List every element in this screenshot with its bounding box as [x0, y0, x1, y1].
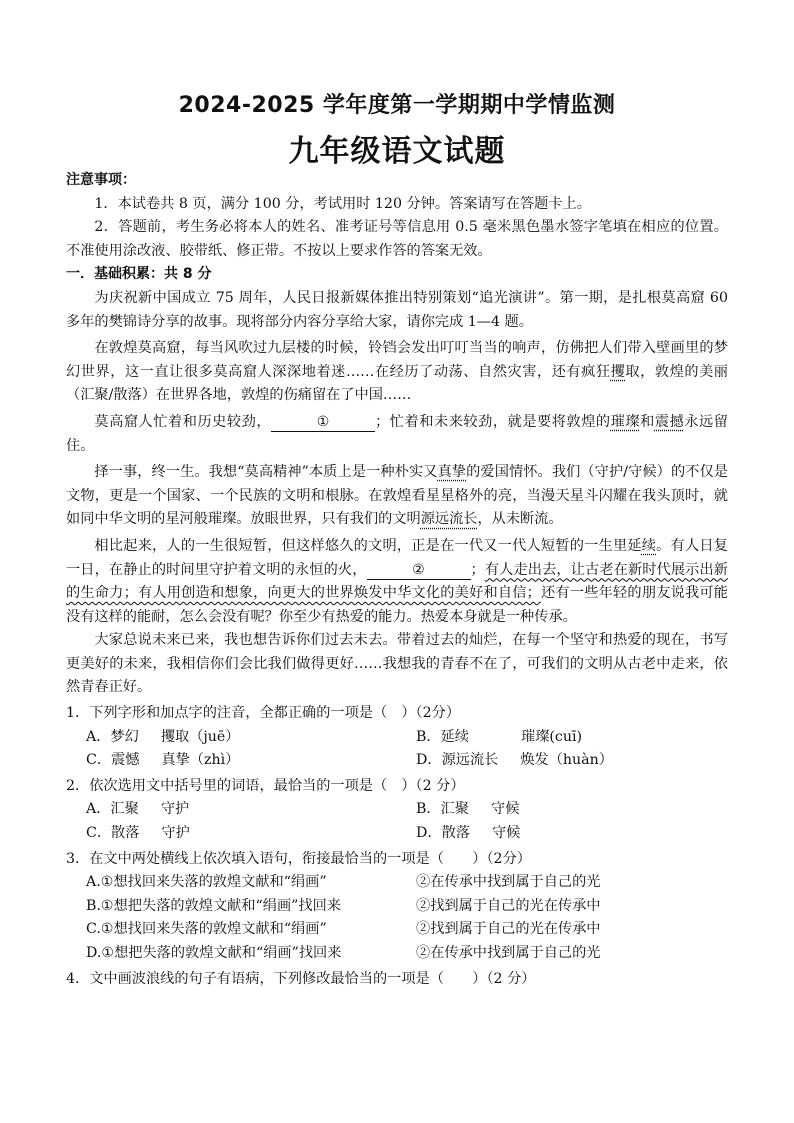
dotted-word: 璀璨: [610, 413, 641, 430]
dotted-char: 续: [641, 537, 657, 554]
exam-subtitle: 九年级语文试题: [288, 134, 506, 169]
blank-2[interactable]: ②: [367, 561, 471, 580]
dotted-char: 攫: [610, 363, 626, 380]
question-stem: 1．下列字形和加点字的注音，全都正确的一项是（ ）（2分）: [66, 705, 461, 722]
option-c[interactable]: C．震憾 真挚（zhì）: [86, 752, 240, 769]
dotted-word: 震撼: [654, 413, 685, 430]
notice-item-2: 2．答题前，考生务必将本人的姓名、准考证号等信息用 0.5 毫米黑色墨水签字笔填在相应的位置。不准使用涂改液、胶带纸、修正带。不按以上要求作答的答案无效。: [66, 219, 728, 259]
question-stem: 3．在文中两处横线上依次填入语句，衔接最恰当的一项是（ ）（2分）: [66, 850, 531, 867]
option-b[interactable]: B．延续 璀璨(cuī): [416, 728, 583, 745]
passage-paragraph-4: 相比起来，人的一生很短暂，但这样悠久的文明，正是在一代又一代人短暂的一生里延续。有人日复一日，在静止的时间里守护着文明的永恒的火， ② ；有人走出去，让古老在新时代展示出新的生命力；有人用创造和想象，向更大的世界焕发中华文化的美好和自信；还有一些年轻的朋友说我可能没有这样的能耐，怎么会没有呢？你至少有热爱的能力。热爱本身就是一种传承。: [66, 537, 728, 625]
notice-item-1: 1．本试卷共 8 页，满分 100 分，考试用时 120 分钟。答案请写在答题卡上。: [94, 195, 591, 212]
passage-paragraph-5: 大家总说未来已来，我也想告诉你们过去未去。带着过去的灿烂，在每一个坚守和热爱的现在，书写更美好的未来，我相信你们会比我们做得更好……我想我的青春不在了，可我们的文明从古老中走来，依然青春正好。: [66, 632, 728, 696]
question-1: [66, 702, 728, 773]
option-b[interactable]: B.①想把失落的敦煌文献和“绢画”找回来 ②找到属于自己的光在传承中: [86, 897, 601, 914]
option-b[interactable]: B．汇聚 守候: [416, 801, 520, 818]
wavy-underlined-sentence: 有人走出去，让古老在新时代展示出新的生命力；有人用创造和想象，向更大的世界焕发中华文化的美好和自信；: [66, 561, 728, 602]
option-d[interactable]: D.①想把失落的敦煌文献和“绢画”找回来 ②在传承中找到属于自己的光: [86, 945, 601, 961]
option-d[interactable]: D．散落 守候: [416, 825, 521, 842]
dotted-word: 源远流长: [420, 511, 478, 528]
option-c[interactable]: C.①想找回来失落的敦煌文献和“绢画” ②找到属于自己的光在传承中: [86, 921, 601, 938]
exam-body: [66, 169, 728, 991]
exam-title: 2024-2025 学年度第一学期期中学情监测: [178, 93, 616, 118]
question-options: [66, 798, 728, 845]
passage-intro: 为庆祝新中国成立 75 周年，人民日报新媒体推出特别策划“追光演讲”。第一期，是扎根莫高窟 60 多年的樊锦诗分享的故事。现将部分内容分享给大家，请你完成 1—4 题。: [66, 289, 728, 330]
option-a[interactable]: A．梦幻 攫取（juē）: [86, 728, 240, 745]
question-options: [66, 726, 728, 773]
question-2: [66, 775, 728, 846]
question-stem: 4．文中画波浪线的句子有语病，下列修改最恰当的一项是（ ）（2 分）: [66, 970, 536, 987]
blank-1[interactable]: ①: [271, 413, 375, 432]
option-c[interactable]: C．散落 守护: [86, 825, 190, 842]
passage-paragraph-1: 在敦煌莫高窟，每当风吹过九层楼的时候，铃铛会发出叮叮当当的响声，仿佛把人们带入壁画里的梦幻世界，这一直让很多莫高窟人深深地着迷……在经历了动荡、自然灾害，还有疯狂攫取，敦煌的美丽（汇聚/散落）在世界各地，敦煌的伤痛留在了中国……: [66, 340, 728, 404]
question-options: [66, 871, 728, 965]
option-a[interactable]: A．汇聚 守护: [86, 801, 190, 818]
option-a[interactable]: A.①想找回来失落的敦煌文献和“绢画” ②在传承中找到属于自己的光: [86, 874, 601, 891]
question-4: [66, 968, 728, 992]
section-heading: 一．基础积累：共 8 分: [66, 266, 212, 283]
question-3: [66, 848, 728, 966]
question-stem: 2．依次选用文中括号里的词语，最恰当的一项是（ ）（2 分）: [66, 777, 465, 794]
option-d[interactable]: D．源远流长 焕发（huàn）: [416, 752, 613, 769]
dotted-word: 真挚: [437, 464, 467, 481]
passage-paragraph-2: 莫高窟人忙着和历史较劲， ① ；忙着和未来较劲，就是要将敦煌的璀璨和震撼永远留住。: [66, 413, 728, 454]
passage-paragraph-3: 择一事，终一生。我想“莫高精神”本质上是一种朴实又真挚的爱国情怀。我们（守护/守候）的不仅是文物，更是一个国家、一个民族的文明和根脉。在敦煌看星星格外的亮，当漫天星斗闪耀在我头顶时，就如同中华文明的星河般璀璨。放眼世界，只有我们的文明源远流长，从未断流。: [66, 464, 728, 528]
notice-heading: 注意事项：: [66, 172, 136, 188]
